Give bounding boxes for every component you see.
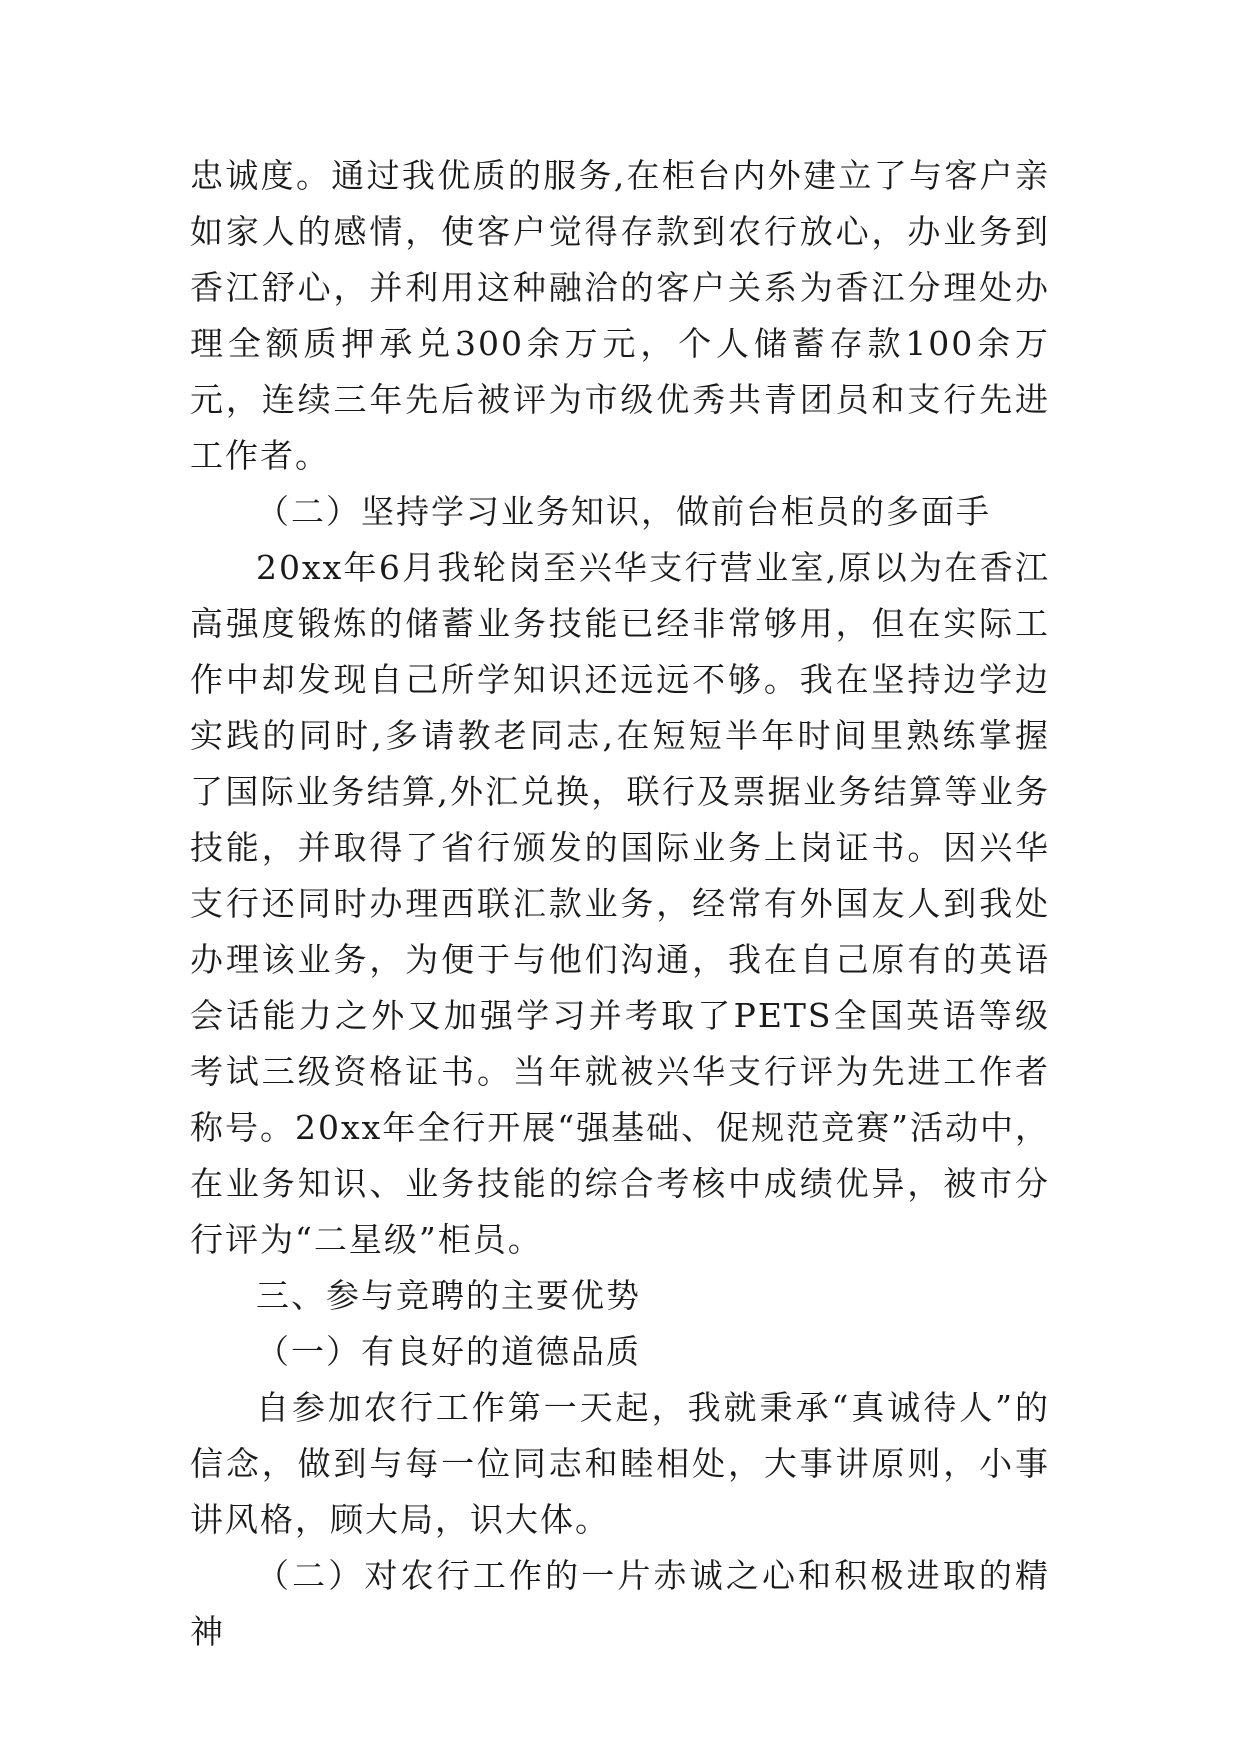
paragraph: 20xx年6月我轮岗至兴华支行营业室,原以为在香江高强度锻炼的储蓄业务技能已经非常够用，但在实际工作中却发现自己所学知识还远远不够。我在坚持边学边实践的同时,多请教老同志,在短短半年时间里熟练掌握了国际业务结算,外汇兑换，联行及票据业务结算等业务技能，并取得了省行颁发的国际业务上岗证书。因兴华支行还同时办理西联汇款业务，经常有外国友人到我处办理该业务，为便于与他们沟通，我在自己原有的英语会话能力之外又加强学习并考取了PETS全国英语等级考试三级资格证书。当年就被兴华支行评为先进工作者称号。20xx年全行开展“强基础、促规范竞赛”活动中，在业务知识、业务技能的综合考核中成绩优异，被市分行评为“二星级”柜员。: [190, 548, 1050, 1259]
section-heading: 三、参与竞聘的主要优势: [256, 1276, 641, 1315]
document-body: [190, 148, 1050, 1660]
section-heading: （一）有良好的道德品质: [256, 1332, 641, 1371]
section-heading: （二）对农行工作的一片赤诚之心和积极进取的精神: [190, 1556, 1050, 1651]
paragraph: 自参加农行工作第一天起，我就秉承“真诚待人”的信念，做到与每一位同志和睦相处，大事讲原则，小事讲风格，顾大局，识大体。: [190, 1388, 1050, 1539]
paragraph: 忠诚度。通过我优质的服务,在柜台内外建立了与客户亲如家人的感情，使客户觉得存款到农行放心，办业务到香江舒心，并利用这种融洽的客户关系为香江分理处办理全额质押承兑300余万元，个人储蓄存款100余万元，连续三年先后被评为市级优秀共青团员和支行先进工作者。: [190, 156, 1050, 475]
section-heading: （二）坚持学习业务知识，做前台柜员的多面手: [256, 492, 991, 531]
